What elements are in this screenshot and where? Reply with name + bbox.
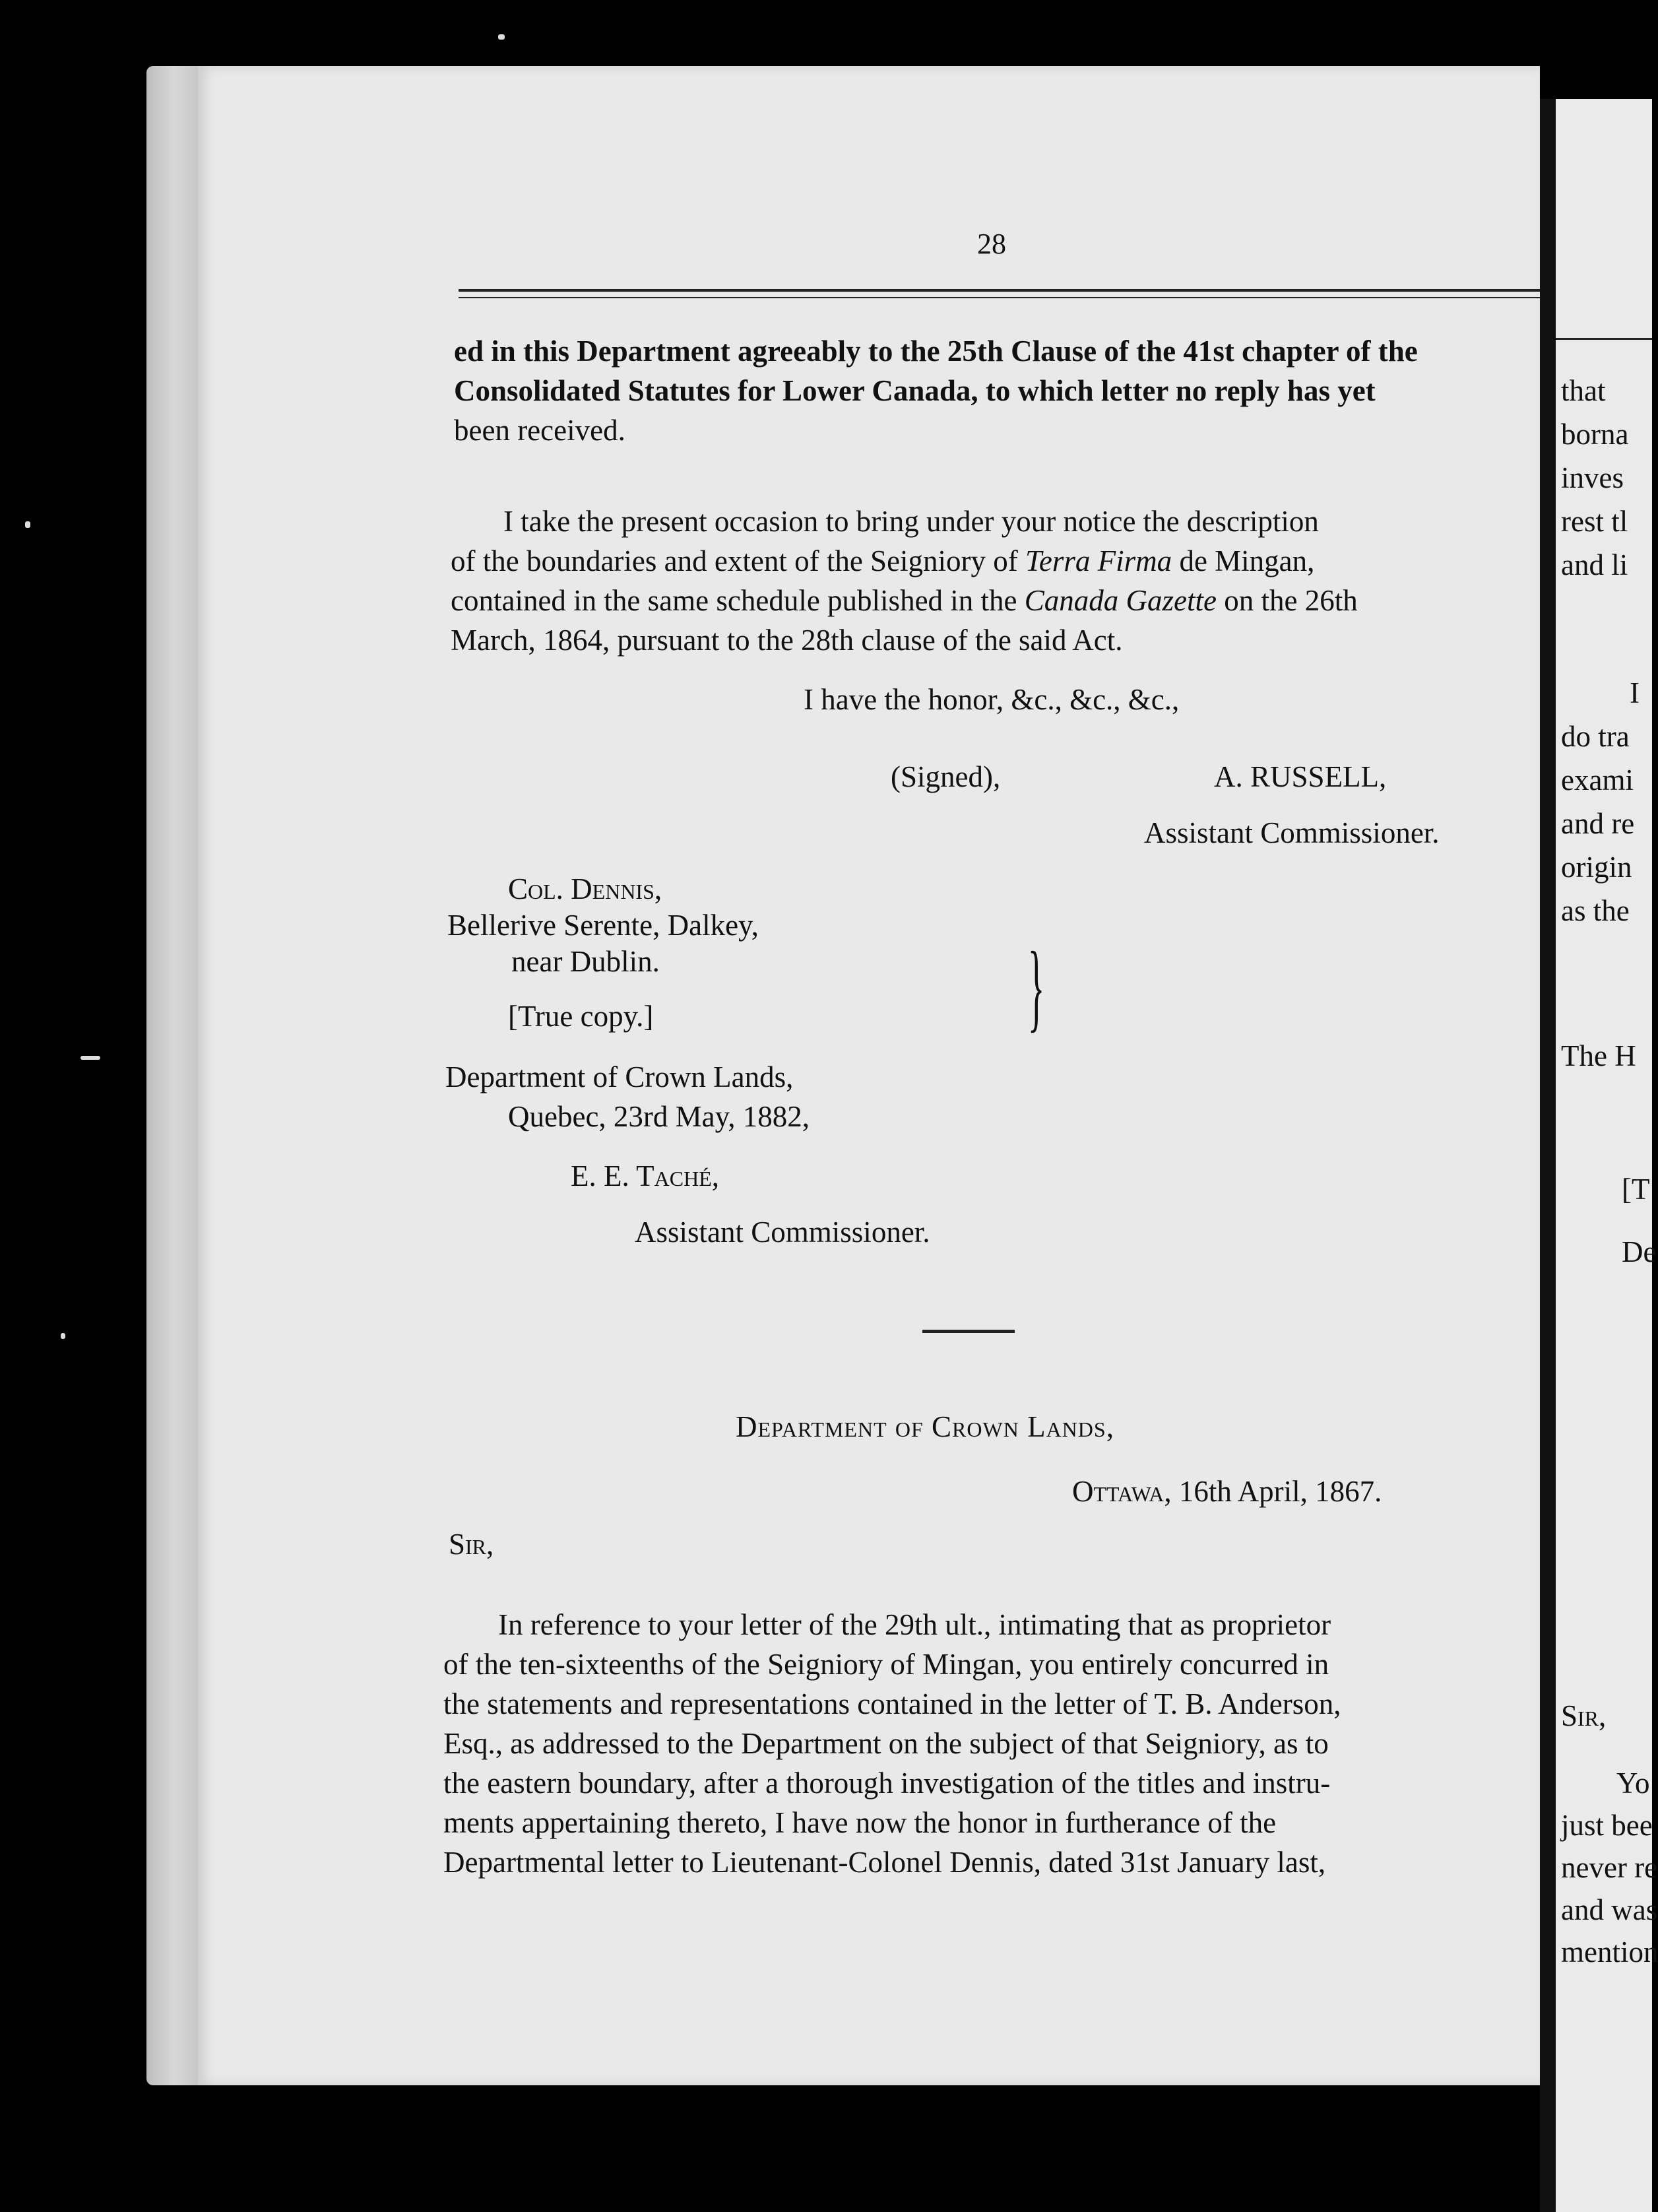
date-line: Quebec, 23rd May, 1882,: [508, 1100, 810, 1133]
scan-speck: [61, 1333, 65, 1339]
section-divider: [922, 1330, 1015, 1333]
scan-speck: [25, 521, 30, 528]
right-fragment: inves: [1561, 461, 1624, 494]
body-line: March, 1864, pursuant to the 28th clause of the said Act.: [451, 624, 1123, 657]
left-page: [198, 66, 1540, 2085]
page-number: 28: [977, 228, 1006, 260]
body-line: I take the present occasion to bring under your notice the description: [503, 505, 1319, 538]
letter-place: Ottawa,: [1072, 1475, 1172, 1508]
letter-date-text: 16th April, 1867.: [1171, 1475, 1382, 1508]
letter-date: [1072, 1477, 1382, 1507]
signer-name: A. RUSSELL,: [1214, 760, 1387, 793]
right-fragment: mention: [1561, 1936, 1658, 1968]
right-page: [1556, 99, 1658, 2212]
true-copy-label: [True copy.]: [508, 1000, 654, 1033]
letter-line: Departmental letter to Lieutenant-Colonel Dennis, dated 31st January last,: [443, 1846, 1326, 1879]
right-fragment: The H: [1561, 1039, 1636, 1072]
header-rule-bottom: [459, 297, 1541, 298]
book-gutter: [1540, 99, 1556, 2212]
signed-label: (Signed),: [891, 760, 1001, 793]
right-fragment: rest tl: [1561, 505, 1628, 538]
letter-line: Esq., as addressed to the Department on the subject of that Seigniory, as to: [443, 1727, 1329, 1760]
letter-heading: Department of Crown Lands,: [736, 1410, 1114, 1443]
right-fragment: as the: [1561, 894, 1630, 927]
right-header-rule: [1556, 338, 1652, 340]
body-line: Consolidated Statutes for Lower Canada, to which letter no reply has yet: [454, 374, 1376, 407]
scan-speck: [498, 34, 505, 40]
scan-speck: [80, 1056, 100, 1060]
right-fragment: just bee: [1561, 1809, 1653, 1842]
tache-title: Assistant Commissioner.: [635, 1216, 930, 1249]
header-rule-top: [459, 289, 1541, 292]
tache-name: E. E. Taché,: [571, 1159, 720, 1192]
right-fragment: De: [1622, 1235, 1657, 1268]
right-fragment: that: [1561, 374, 1606, 407]
right-fragment: [T: [1622, 1173, 1650, 1206]
right-fragment: exami: [1561, 764, 1634, 797]
letter-line: In reference to your letter of the 29th ult., intimating that as proprietor: [498, 1608, 1331, 1641]
department-line: Department of Crown Lands,: [445, 1060, 794, 1093]
right-fragment: I: [1630, 676, 1640, 709]
signer-title: Assistant Commissioner.: [1144, 816, 1440, 849]
right-fragment: do tra: [1561, 720, 1630, 753]
letter-line: of the ten-sixteenths of the Seigniory of Mingan, you entirely concurred in: [443, 1648, 1329, 1681]
right-fragment: and was: [1561, 1893, 1658, 1926]
right-fragment: and re: [1561, 807, 1635, 840]
body-line: contained in the same schedule published in the Canada Gazette on the 26th: [451, 584, 1358, 617]
body-line: ed in this Department agreeably to the 25th Clause of the 41st chapter of the: [454, 335, 1418, 368]
letter-line: the eastern boundary, after a thorough investigation of the titles and instru-: [443, 1767, 1331, 1800]
closing-line: I have the honor, &c., &c., &c.,: [804, 683, 1180, 716]
right-fragment: Sir,: [1561, 1699, 1607, 1732]
letter-line: ments appertaining thereto, I have now the honor in furtherance of the: [443, 1806, 1277, 1839]
brace-icon: }: [1028, 932, 1045, 1041]
letter-line: the statements and representations contained in the letter of T. B. Anderson,: [443, 1687, 1341, 1720]
right-fragment: origin: [1561, 851, 1632, 884]
body-line: of the boundaries and extent of the Seigniory of Terra Firma de Mingan,: [451, 544, 1315, 577]
addressee-line: near Dublin.: [511, 945, 660, 978]
addressee-line: Bellerive Serente, Dalkey,: [447, 909, 759, 942]
right-fragment: borna: [1561, 418, 1629, 451]
right-fragment: never re: [1561, 1851, 1658, 1884]
salutation: Sir,: [449, 1528, 494, 1561]
right-fragment: and li: [1561, 548, 1628, 581]
addressee-name: Col. Dennis,: [508, 872, 662, 905]
right-fragment: Yo: [1616, 1767, 1650, 1800]
body-line: been received.: [454, 414, 625, 447]
